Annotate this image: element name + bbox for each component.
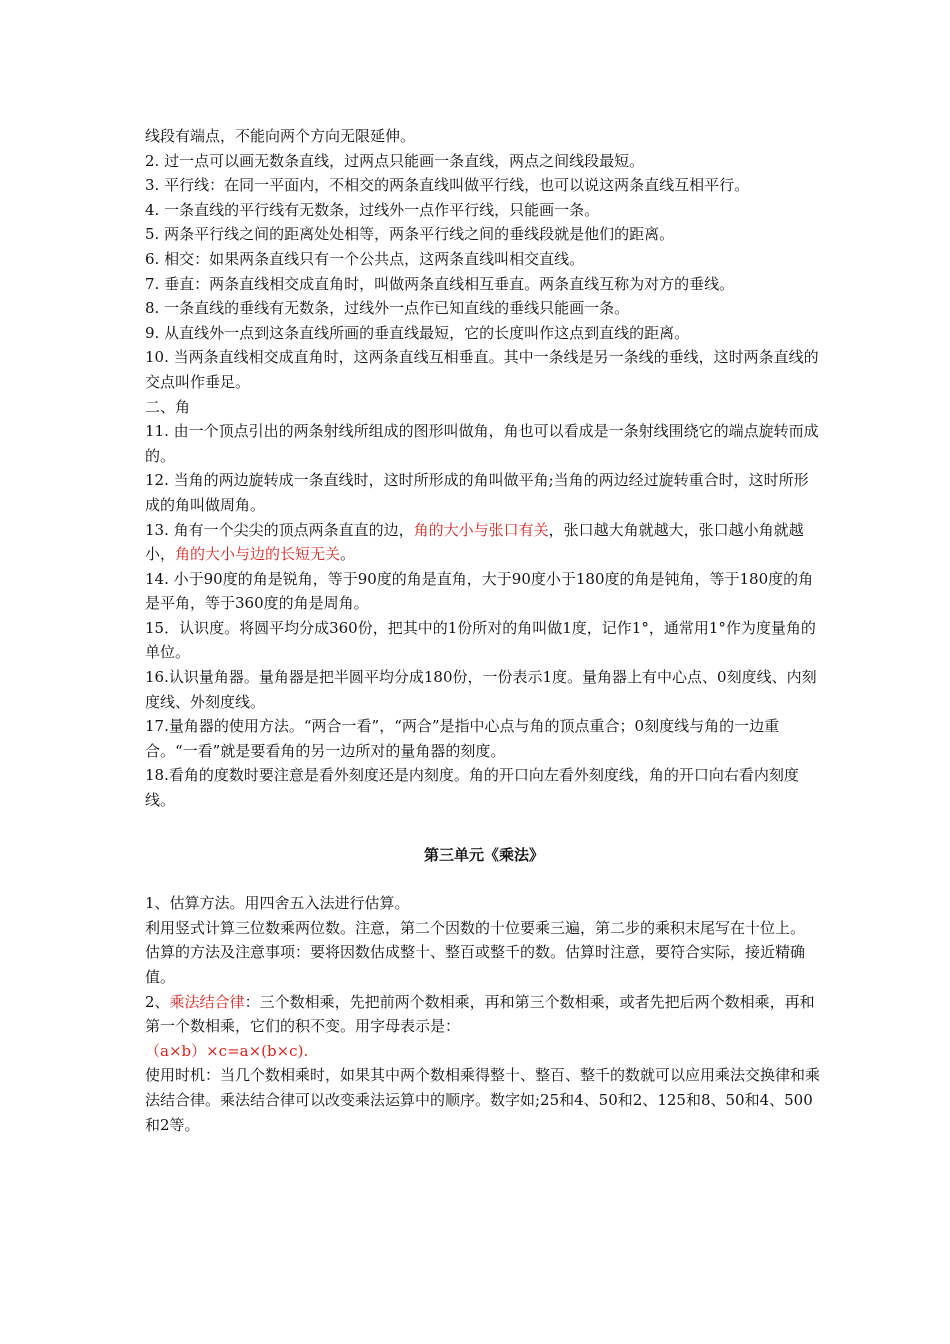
paragraph: 8. 一条直线的垂线有无数条，过线外一点作已知直线的垂线只能画一条。 (145, 299, 630, 318)
paragraph: 15．认识度。将圆平均分成360份，把其中的1份所对的角叫做1度，记作1°，通常用1°作为度量角的单位。 (145, 618, 816, 662)
highlight-text: 角的大小与张口有关 (413, 520, 549, 539)
highlight-text: 角的大小与边的长短无关 (175, 545, 341, 564)
paragraph: 利用竖式计算三位数乘两位数。注意，第二个因数的十位要乘三遍，第二步的乘积末尾写在十位上。 (145, 918, 806, 937)
paragraph: 6. 相交：如果两条直线只有一个公共点，这两条直线叫相交直线。 (145, 249, 585, 268)
paragraph: 9. 从直线外一点到这条直线所画的垂直线最短，它的长度叫作这点到直线的距离。 (145, 323, 690, 342)
paragraph-multiplication-law (145, 990, 823, 1039)
paragraph: 5. 两条平行线之间的距离处处相等，两条平行线之间的垂线段就是他们的距离。 (145, 225, 675, 244)
paragraph: 12. 当角的两边旋转成一条直线时，这时所形成的角叫做平角;当角的两边经过旋转重合时，这时所形成的角叫做周角。 (145, 471, 809, 514)
paragraph: 18.看角的度数时要注意是看外刻度还是内刻度。角的开口向左看外刻度线，角的开口向右看内刻度线。 (145, 766, 799, 810)
formula: （a×b）×c=a×(b×c). (145, 1041, 309, 1060)
highlight-text: 乘法结合律 (169, 992, 245, 1011)
text-span: 2、 (145, 992, 170, 1011)
subsection-heading: 二、角 (145, 397, 191, 416)
paragraph: 7. 垂直：两条直线相交成直角时，叫做两条直线相互垂直。两条直线互称为对方的垂线。 (145, 274, 735, 293)
paragraph: 16.认识量角器。量角器是把半圆平均分成180份，一份表示1度。量角器上有中心点、0刻度线、内刻度线、外刻度线。 (145, 668, 817, 711)
paragraph: 2. 过一点可以画无数条直线，过两点只能画一条直线，两点之间线段最短。 (145, 151, 645, 170)
paragraph: 1、估算方法。用四舍五入法进行估算。 (145, 894, 410, 913)
paragraph: 14. 小于90度的角是锐角，等于90度的角是直角，大于90度小于180度的角是钝角，等于180度的角是平角，等于360度的角是周角。 (145, 569, 814, 613)
paragraph: 4. 一条直线的平行线有无数条，过线外一点作平行线，只能画一条。 (145, 200, 600, 219)
paragraph: 线段有端点，不能向两个方向无限延伸。 (145, 127, 416, 145)
paragraph: 17.量角器的使用方法。“两合一看”，“两合”是指中心点与角的顶点重合；0刻度线与角的一边重合。“一看”就是要看角的另一边所对的量角器的刻度。 (145, 717, 780, 760)
section-title: 第三单元《乘法》 (423, 845, 544, 864)
paragraph: 3. 平行线：在同一平面内，不相交的两条直线叫做平行线，也可以说这两条直线互相平行。 (145, 176, 750, 195)
text-span: ，张口越大角就越大，张口越小角就越小， (145, 520, 804, 564)
paragraph: 10. 当两条直线相交成直角时，这两条直线互相垂直。其中一条线是另一条线的垂线，这时两条直线的交点叫作垂足。 (145, 348, 819, 391)
text-span: 。 (340, 545, 356, 564)
text-span: ：三个数相乘，先把前两个数相乘，再和第三个数相乘，或者先把后两个数相乘，再和第一个数相乘，它们的积不变。用字母表示是： (145, 992, 815, 1036)
paragraph-13 (145, 518, 823, 567)
document-page (145, 124, 823, 1137)
paragraph: 使用时机：当几个数相乘时，如果其中两个数相乘得整十、整百、整千的数就可以应用乘法交换律和乘法结合律。乘法结合律可以改变乘法运算中的顺序。数字如;25和4、50和2、125和8、50和4、500和2等。 (145, 1066, 821, 1134)
paragraph: 估算的方法及注意事项：要将因数估成整十、整百或整千的数。估算时注意，要符合实际，接近精确值。 (145, 943, 806, 986)
text-span: 13. 角有一个尖尖的顶点两条直直的边， (145, 520, 414, 539)
paragraph: 11. 由一个顶点引出的两条射线所组成的图形叫做角，角也可以看成是一条射线围绕它的端点旋转而成的。 (145, 422, 819, 465)
